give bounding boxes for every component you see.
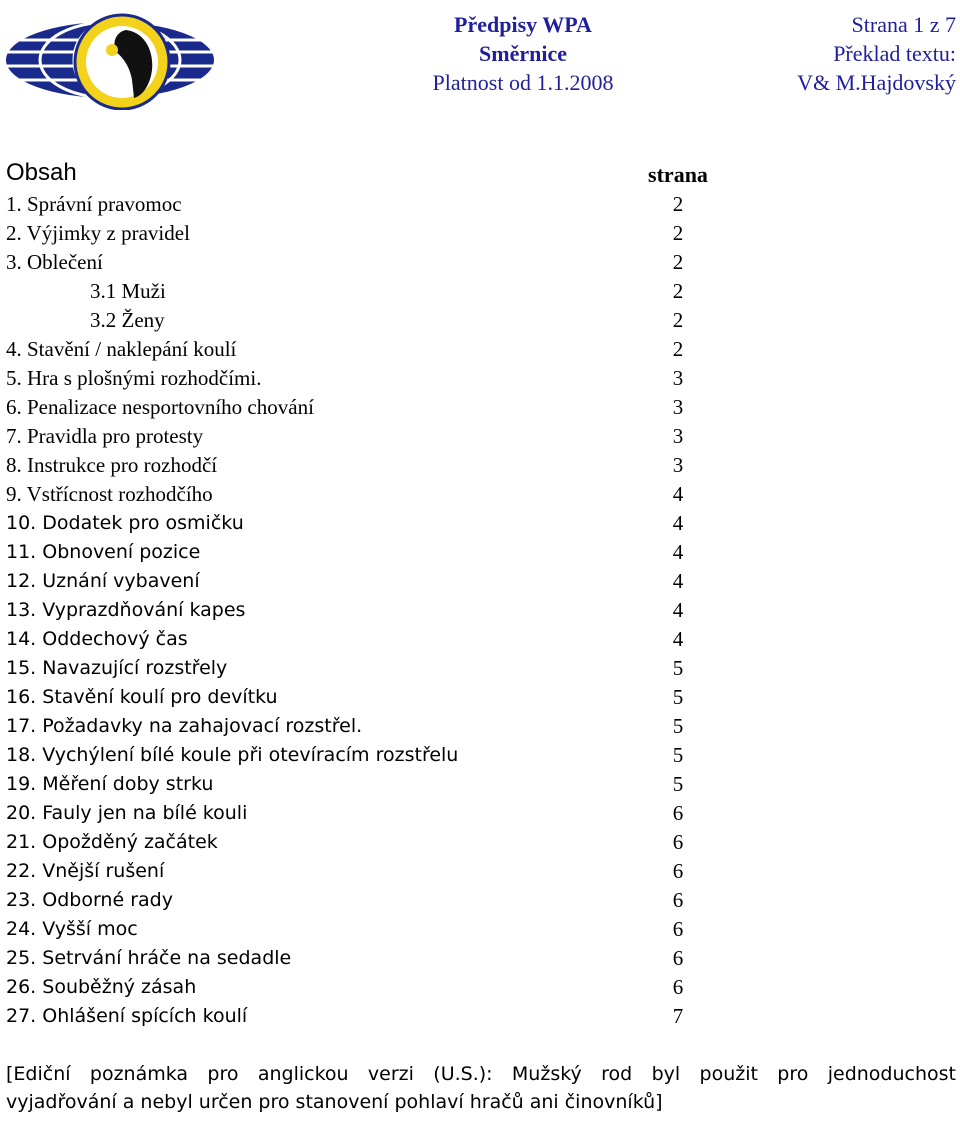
toc-item-label: 24. Vyšší moc <box>6 918 138 940</box>
toc-item-page: 6 <box>672 975 684 999</box>
toc-item-page: 3 <box>672 366 684 390</box>
translator-name: V& M.Hajdovský <box>797 70 956 95</box>
toc-item-label: 16. Stavění koulí pro devítku <box>6 686 278 708</box>
toc-item-label: 22. Vnější rušení <box>6 860 165 882</box>
toc-item-label: 1. Správní pravomoc <box>6 192 182 216</box>
toc-item <box>6 567 726 596</box>
toc-item <box>6 393 726 422</box>
toc-item-label: 14. Oddechový čas <box>6 628 188 650</box>
toc-item-page: 2 <box>672 250 684 274</box>
toc-item <box>6 219 726 248</box>
toc-item-page: 6 <box>672 946 684 970</box>
editor-note <box>6 1060 956 1116</box>
toc-item-label: 3.1 Muži <box>90 279 166 303</box>
toc-item-label: 12. Uznání vybavení <box>6 570 200 592</box>
toc-page-column-header: strana <box>648 162 708 187</box>
toc-item <box>6 422 726 451</box>
toc-item-page: 2 <box>672 337 684 361</box>
toc-item-page: 3 <box>672 453 684 477</box>
toc-item <box>6 712 726 741</box>
header-validity: Platnost od 1.1.2008 <box>432 70 614 95</box>
header-title: Předpisy WPA <box>454 12 592 37</box>
toc-item-label: 11. Obnovení pozice <box>6 541 201 563</box>
toc-item-page: 3 <box>672 424 684 448</box>
toc-list <box>6 190 726 1031</box>
toc-item-label: 10. Dodatek pro osmičku <box>6 512 244 534</box>
toc-title: Obsah <box>6 159 77 186</box>
toc-item-page: 6 <box>672 830 684 854</box>
toc-item-label: 26. Souběžný zásah <box>6 976 197 998</box>
toc-item-page: 2 <box>672 308 684 332</box>
toc-item <box>6 451 726 480</box>
toc-item <box>6 1002 726 1031</box>
toc-item <box>6 364 726 393</box>
toc-item <box>6 683 726 712</box>
toc-item-label: 25. Setrvání hráče na sedadle <box>6 947 292 969</box>
toc-item-page: 6 <box>672 859 684 883</box>
toc-subitem <box>6 277 726 306</box>
toc-item-page: 4 <box>672 569 684 593</box>
toc-item-label: 2. Výjimky z pravidel <box>6 221 190 245</box>
page-number: Strana 1 z 7 <box>851 12 956 37</box>
toc-item-label: 6. Penalizace nesportovního chování <box>6 395 314 419</box>
toc-item <box>6 944 726 973</box>
toc-item-page: 5 <box>672 656 684 680</box>
toc-item-page: 4 <box>672 540 684 564</box>
toc-item <box>6 741 726 770</box>
toc-subitem <box>6 306 726 335</box>
editor-note-line-1: [Ediční poznámka pro anglickou verzi (U.S.): Mužský rod byl použit pro jednoduchost <box>6 1063 956 1085</box>
toc-item-label: 9. Vstřícnost rozhodčího <box>6 482 213 506</box>
toc-item <box>6 915 726 944</box>
toc-item-page: 6 <box>672 888 684 912</box>
toc-item <box>6 509 726 538</box>
toc-item <box>6 799 726 828</box>
toc-item-page: 4 <box>672 511 684 535</box>
toc-item <box>6 625 726 654</box>
toc-item-label: 7. Pravidla pro protesty <box>6 424 204 448</box>
toc-item-page: 5 <box>672 714 684 738</box>
toc-item <box>6 654 726 683</box>
toc-item-label: 3.2 Ženy <box>90 308 165 332</box>
toc-item-label: 5. Hra s plošnými rozhodčími. <box>6 366 262 390</box>
toc-item <box>6 190 726 219</box>
toc-item-page: 4 <box>672 598 684 622</box>
toc-item-page: 7 <box>672 1004 684 1028</box>
toc-item-label: 19. Měření doby strku <box>6 773 214 795</box>
toc-item-label: 4. Stavění / naklepání koulí <box>6 337 237 361</box>
toc-item-label: 18. Vychýlení bílé koule při otevíracím rozstřelu <box>6 744 459 766</box>
toc-item <box>6 335 726 364</box>
header-subtitle: Směrnice <box>479 41 567 66</box>
header-center <box>360 10 686 97</box>
toc-item-label: 17. Požadavky na zahajovací rozstřel. <box>6 715 363 737</box>
toc-item <box>6 596 726 625</box>
editor-note-line-2: vyjadřování a nebyl určen pro stanovení pohlaví hračů ani činovníků] <box>6 1091 663 1113</box>
toc-item <box>6 538 726 567</box>
toc-item-page: 4 <box>672 627 684 651</box>
toc-item-label: 20. Fauly jen na bílé kouli <box>6 802 248 824</box>
toc-item <box>6 770 726 799</box>
toc-item-label: 15. Navazující rozstřely <box>6 657 228 679</box>
toc-item-page: 2 <box>672 221 684 245</box>
toc-item <box>6 886 726 915</box>
toc-item-label: 13. Vyprazdňování kapes <box>6 599 246 621</box>
toc-item-label: 21. Opožděný začátek <box>6 831 218 853</box>
toc-item-label: 8. Instrukce pro rozhodčí <box>6 453 218 477</box>
toc-item-page: 6 <box>672 917 684 941</box>
header-right <box>696 10 956 97</box>
toc-item-page: 3 <box>672 395 684 419</box>
toc-item-label: 27. Ohlášení spících koulí <box>6 1005 248 1027</box>
wpa-logo <box>4 10 216 110</box>
translation-label: Překlad textu: <box>833 41 956 66</box>
toc-item <box>6 248 726 277</box>
toc-item-page: 6 <box>672 801 684 825</box>
toc-item-page: 5 <box>672 743 684 767</box>
toc-item <box>6 857 726 886</box>
toc-item <box>6 828 726 857</box>
toc-item-label: 3. Oblečení <box>6 250 103 274</box>
toc-item <box>6 973 726 1002</box>
toc-item-page: 2 <box>672 192 684 216</box>
toc-item <box>6 480 726 509</box>
toc-item-page: 4 <box>672 482 684 506</box>
toc-item-page: 5 <box>672 685 684 709</box>
toc-item-page: 5 <box>672 772 684 796</box>
toc-item-page: 2 <box>672 279 684 303</box>
toc-item-label: 23. Odborné rady <box>6 889 173 911</box>
